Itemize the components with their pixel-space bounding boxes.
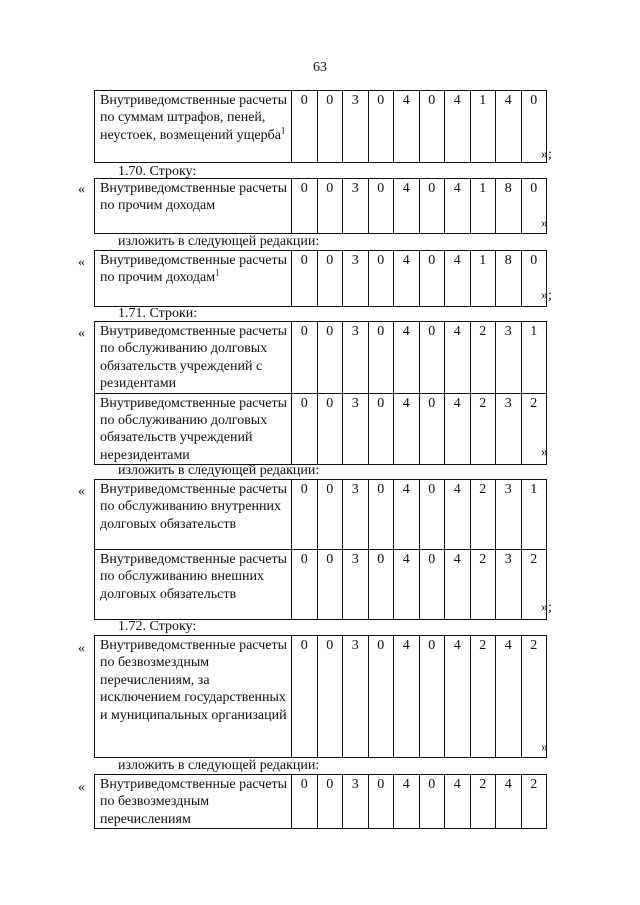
code-digit: 0 <box>317 636 343 758</box>
table-row <box>95 179 547 234</box>
code-digit: 3 <box>343 322 369 394</box>
code-digit: 2 <box>521 550 547 620</box>
code-digit: 0 <box>317 775 343 829</box>
row-description: Внутриведомственные расчеты по обслуживанию долговых обязательств учреждений нерезидентами <box>95 393 292 465</box>
code-digit: 2 <box>470 480 496 550</box>
code-digit: 4 <box>445 251 471 307</box>
row-description: Внутриведомственные расчеты по обслуживанию внешних долговых обязательств <box>95 550 292 620</box>
section-caption: 1.70. Строку: <box>118 164 197 179</box>
code-digit: 0 <box>419 91 445 163</box>
code-digit: 3 <box>343 550 369 620</box>
code-digit: 0 <box>292 636 318 758</box>
code-digit: 4 <box>445 91 471 163</box>
code-table <box>94 635 547 758</box>
code-digit: 4 <box>445 636 471 758</box>
code-digit: 0 <box>317 91 343 163</box>
code-digit: 1 <box>521 322 547 394</box>
closing-quote: »; <box>541 288 552 303</box>
section-caption: изложить в следующей редакции: <box>118 234 320 249</box>
code-digit: 0 <box>292 480 318 550</box>
code-digit: 3 <box>343 179 369 234</box>
table-row <box>95 393 547 465</box>
opening-quote: « <box>78 255 85 270</box>
code-digit: 3 <box>343 775 369 829</box>
code-digit: 2 <box>521 775 547 829</box>
code-digit: 0 <box>317 550 343 620</box>
code-digit: 0 <box>521 251 547 307</box>
code-digit: 1 <box>470 91 496 163</box>
row-description: Внутриведомственные расчеты по безвозмездным перечислениям <box>95 775 292 829</box>
closing-quote: »; <box>541 147 552 162</box>
code-digit: 4 <box>445 480 471 550</box>
code-digit: 4 <box>445 550 471 620</box>
code-digit: 0 <box>368 550 394 620</box>
code-digit: 0 <box>368 251 394 307</box>
table-row <box>95 91 547 163</box>
code-digit: 2 <box>470 550 496 620</box>
opening-quote: « <box>78 326 85 341</box>
code-digit: 0 <box>292 322 318 394</box>
code-digit: 2 <box>521 393 547 465</box>
code-digit: 0 <box>419 480 445 550</box>
code-table <box>94 479 547 620</box>
row-description: Внутриведомственные расчеты по безвозмездным перечислениям, за исключением государственных и муниципальных организаций <box>95 636 292 758</box>
section-caption: 1.72. Строку: <box>118 619 197 634</box>
code-digit: 0 <box>292 251 318 307</box>
opening-quote: « <box>78 780 85 795</box>
table-row <box>95 322 547 394</box>
code-digit: 0 <box>368 91 394 163</box>
code-digit: 0 <box>292 775 318 829</box>
page-number: 63 <box>313 60 327 75</box>
code-digit: 4 <box>496 91 522 163</box>
code-digit: 0 <box>317 179 343 234</box>
code-digit: 0 <box>368 636 394 758</box>
code-digit: 0 <box>292 393 318 465</box>
code-digit: 2 <box>521 636 547 758</box>
code-digit: 2 <box>470 775 496 829</box>
code-digit: 2 <box>470 322 496 394</box>
code-table <box>94 250 547 307</box>
code-digit: 0 <box>521 91 547 163</box>
opening-quote: « <box>78 182 85 197</box>
section-caption: изложить в следующей редакции: <box>118 758 320 773</box>
code-digit: 0 <box>368 393 394 465</box>
code-digit: 2 <box>470 393 496 465</box>
table-row <box>95 775 547 829</box>
code-digit: 1 <box>521 480 547 550</box>
closing-quote: » <box>541 740 548 755</box>
code-digit: 4 <box>394 775 420 829</box>
code-table <box>94 774 547 829</box>
code-digit: 4 <box>394 636 420 758</box>
code-table <box>94 321 547 465</box>
code-digit: 3 <box>343 393 369 465</box>
code-digit: 3 <box>496 393 522 465</box>
code-digit: 0 <box>368 775 394 829</box>
code-digit: 0 <box>317 322 343 394</box>
code-digit: 2 <box>470 636 496 758</box>
row-description: Внутриведомственные расчеты по суммам штрафов, пеней, неустоек, возмещений ущерба$^1$ <box>95 91 292 163</box>
code-digit: 0 <box>317 480 343 550</box>
table-row <box>95 636 547 758</box>
code-digit: 0 <box>419 322 445 394</box>
code-digit: 0 <box>368 179 394 234</box>
code-digit: 4 <box>394 322 420 394</box>
code-digit: 4 <box>445 179 471 234</box>
code-digit: 3 <box>496 322 522 394</box>
code-table <box>94 178 547 234</box>
code-digit: 4 <box>445 775 471 829</box>
code-digit: 3 <box>343 251 369 307</box>
code-digit: 0 <box>419 393 445 465</box>
code-digit: 0 <box>292 550 318 620</box>
code-digit: 1 <box>470 179 496 234</box>
code-digit: 1 <box>470 251 496 307</box>
closing-quote: »; <box>541 600 552 615</box>
row-description: Внутриведомственные расчеты по прочим доходам$^1$ <box>95 251 292 307</box>
row-description: Внутриведомственные расчеты по обслуживанию долговых обязательств учреждений с резидентами <box>95 322 292 394</box>
code-digit: 4 <box>394 480 420 550</box>
code-digit: 0 <box>317 393 343 465</box>
code-digit: 0 <box>292 91 318 163</box>
code-digit: 3 <box>343 636 369 758</box>
code-digit: 8 <box>496 251 522 307</box>
code-digit: 3 <box>343 91 369 163</box>
code-digit: 4 <box>394 251 420 307</box>
table-row <box>95 480 547 550</box>
code-digit: 0 <box>419 775 445 829</box>
section-caption: 1.71. Строки: <box>118 306 198 321</box>
code-digit: 0 <box>419 251 445 307</box>
code-digit: 4 <box>445 322 471 394</box>
closing-quote: » <box>541 216 548 231</box>
code-digit: 0 <box>292 179 318 234</box>
code-digit: 3 <box>343 480 369 550</box>
row-description: Внутриведомственные расчеты по обслуживанию внутренних долговых обязательств <box>95 480 292 550</box>
code-digit: 4 <box>496 636 522 758</box>
code-digit: 3 <box>496 480 522 550</box>
table-row <box>95 251 547 307</box>
closing-quote: » <box>541 445 548 460</box>
code-digit: 0 <box>521 179 547 234</box>
code-digit: 4 <box>394 91 420 163</box>
code-digit: 4 <box>394 393 420 465</box>
code-digit: 0 <box>419 179 445 234</box>
code-digit: 4 <box>445 393 471 465</box>
code-digit: 0 <box>419 636 445 758</box>
opening-quote: « <box>78 641 85 656</box>
opening-quote: « <box>78 484 85 499</box>
code-digit: 0 <box>368 480 394 550</box>
table-row <box>95 550 547 620</box>
code-digit: 0 <box>317 251 343 307</box>
code-table <box>94 90 547 163</box>
section-caption: изложить в следующей редакции: <box>118 463 320 478</box>
row-description: Внутриведомственные расчеты по прочим доходам <box>95 179 292 234</box>
code-digit: 8 <box>496 179 522 234</box>
code-digit: 0 <box>419 550 445 620</box>
code-digit: 4 <box>496 775 522 829</box>
code-digit: 3 <box>496 550 522 620</box>
code-digit: 4 <box>394 179 420 234</box>
code-digit: 0 <box>368 322 394 394</box>
code-digit: 4 <box>394 550 420 620</box>
